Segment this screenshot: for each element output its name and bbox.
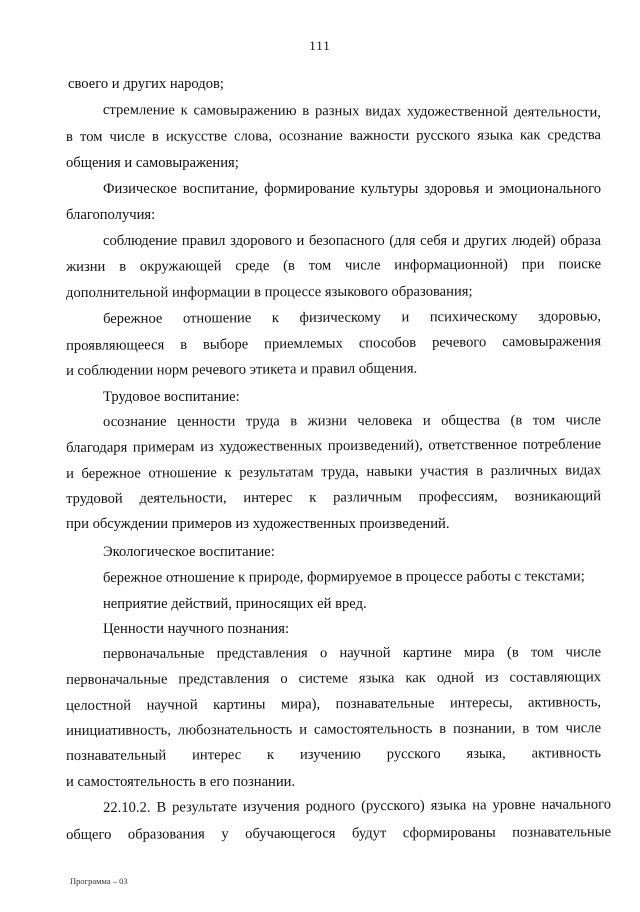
text-line: при обсуждении примеров из художественных произведений. [66,516,450,532]
text-line: соблюдение правил здорового и безопасного (для себя и других людей) образа [103,233,601,249]
text-line: и самостоятельность в его познании. [66,774,296,790]
text-line: благополучия: [66,207,156,223]
text-line: Экологическое воспитание: [103,544,275,560]
text-line: познавательный интерес к изучению русского языка, активность [66,745,602,764]
text-line: своего и других народов; [68,76,224,92]
text-line: целостной научной картины мира), познавательные интересы, активность, [66,694,602,714]
text-line: благодаря примерам из художественных произведений), ответственное потребление [66,436,602,456]
text-line: жизни в окружающей среде (в том числе информационной) при поиске [66,256,602,275]
text-line: инициативность, любознательность и самостоятельность в познании, в том числе [66,720,602,739]
text-line: неприятие действий, приносящих ей вред. [103,596,367,612]
text-line: стремление к самовыражению в разных видах художественной деятельности, [102,101,601,121]
text-line: Ценности научного познания: [103,621,290,637]
text-line: бережное отношение к физическому и психическому здоровью, [103,308,602,327]
text-line: общения и самовыражения; [66,155,239,171]
footer-program-label: Программа – 03 [70,876,128,886]
text-line: первоначальные представления о научной картине мира (в том числе [103,644,602,662]
text-line: трудовой деятельности, интерес к различным профессиям, возникающий [66,488,602,507]
text-line: бережное отношение к природе, формируемое в процессе работы с текстами; [103,568,585,586]
text-line: общего образования у обучающегося будут сформированы познавательные [66,824,612,843]
text-line: и бережное отношение к результатам труда, навыки участия в различных видах [66,462,602,482]
text-line: проявляющееся в выборе приемлемых способов речевого самовыражения [66,333,602,354]
text-line: Трудовое воспитание: [103,389,240,405]
text-line: и соблюдении норм речевого этикета и правил общения. [66,360,418,379]
text-line: дополнительной информации в процессе языкового образования; [66,283,473,301]
text-line: в том числе в искусстве слова, осознание важности русского языка как средства [66,127,602,145]
text-line: первоначальные представления о системе языка как одной из составляющих [66,669,602,688]
text-line: осознание ценности труда в жизни человека и общества (в том числе [103,412,602,430]
text-line: 22.10.2. В результате изучения родного (русского) языка на уровне начального [103,796,612,816]
page-number: 111 [309,38,331,53]
text-line: Физическое воспитание, формирование культуры здоровья и эмоционального [103,181,601,197]
